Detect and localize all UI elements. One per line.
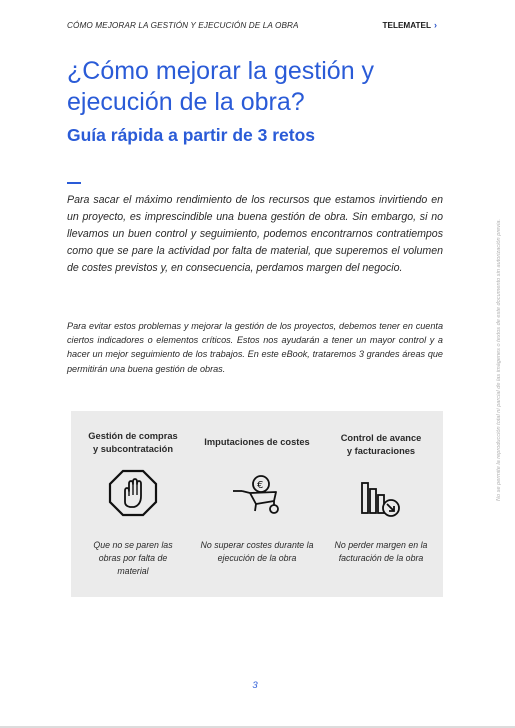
brand-name: TELEMATEL xyxy=(382,20,431,30)
area-title: Gestión de compras y subcontratación xyxy=(88,431,178,454)
area-card-costs xyxy=(195,411,319,597)
area-title: Control de avance y facturaciones xyxy=(340,433,422,456)
intro-paragraph: Para sacar el máximo rendimiento de los recursos que estamos invirtiendo en un proyecto, es imprescindible una buena gestión de obra. Sin embargo, si no llevamos un buen control y seguimiento, podemos encontrarnos contratiempos como que se pare la actividad por falta de material, que superemos el volumen de costes previstos y, en consecuencia, perdamos margen del negocio. xyxy=(67,194,443,274)
area-title: Imputaciones de costes xyxy=(204,437,310,447)
area-description: No superar costes durante la ejecución de la obra xyxy=(200,540,314,563)
header-title: CÓMO MEJORAR LA GESTIÓN Y EJECUCIÓN DE LA OBRA xyxy=(67,20,299,30)
page-header xyxy=(67,18,437,32)
area-description: Que no se paren las obras por falta de material xyxy=(93,540,173,576)
accent-rule xyxy=(67,182,81,184)
brand-logo[interactable] xyxy=(382,20,437,30)
copyright-side-note: No se permite la reproducción total ni parcial de las imágenes o textos de este documento sin autorización previa. xyxy=(496,218,502,502)
svg-text:€: € xyxy=(257,480,264,491)
page-title xyxy=(67,56,467,118)
area-card-purchases xyxy=(71,411,195,597)
title-line-1: ¿Cómo mejorar la gestión y xyxy=(67,57,375,85)
chevron-right-icon: › xyxy=(434,20,437,30)
page-number: 3 xyxy=(252,680,258,691)
area-description: No perder margen en la facturación de la obra xyxy=(334,540,428,563)
areas-panel xyxy=(71,411,443,597)
title-line-2: ejecución de la obra? xyxy=(67,88,305,116)
area-card-progress xyxy=(319,411,443,597)
secondary-paragraph: Para evitar estos problemas y mejorar la gestión de los proyectos, debemos tener en cuenta ciertos indicadores o elementos críticos. Estos nos ayudarán a tener un mayor control y a hacer un mejor seguimiento de los trabajos. En este eBook, trataremos 3 grandes áreas que permitirán una buena gestión de obras. xyxy=(67,321,443,374)
wheelbarrow-euro-icon xyxy=(230,471,284,522)
bar-chart-down-icon xyxy=(358,477,404,526)
page-subtitle: Guía rápida a partir de 3 retos xyxy=(67,125,315,145)
stop-hand-icon xyxy=(108,469,158,522)
